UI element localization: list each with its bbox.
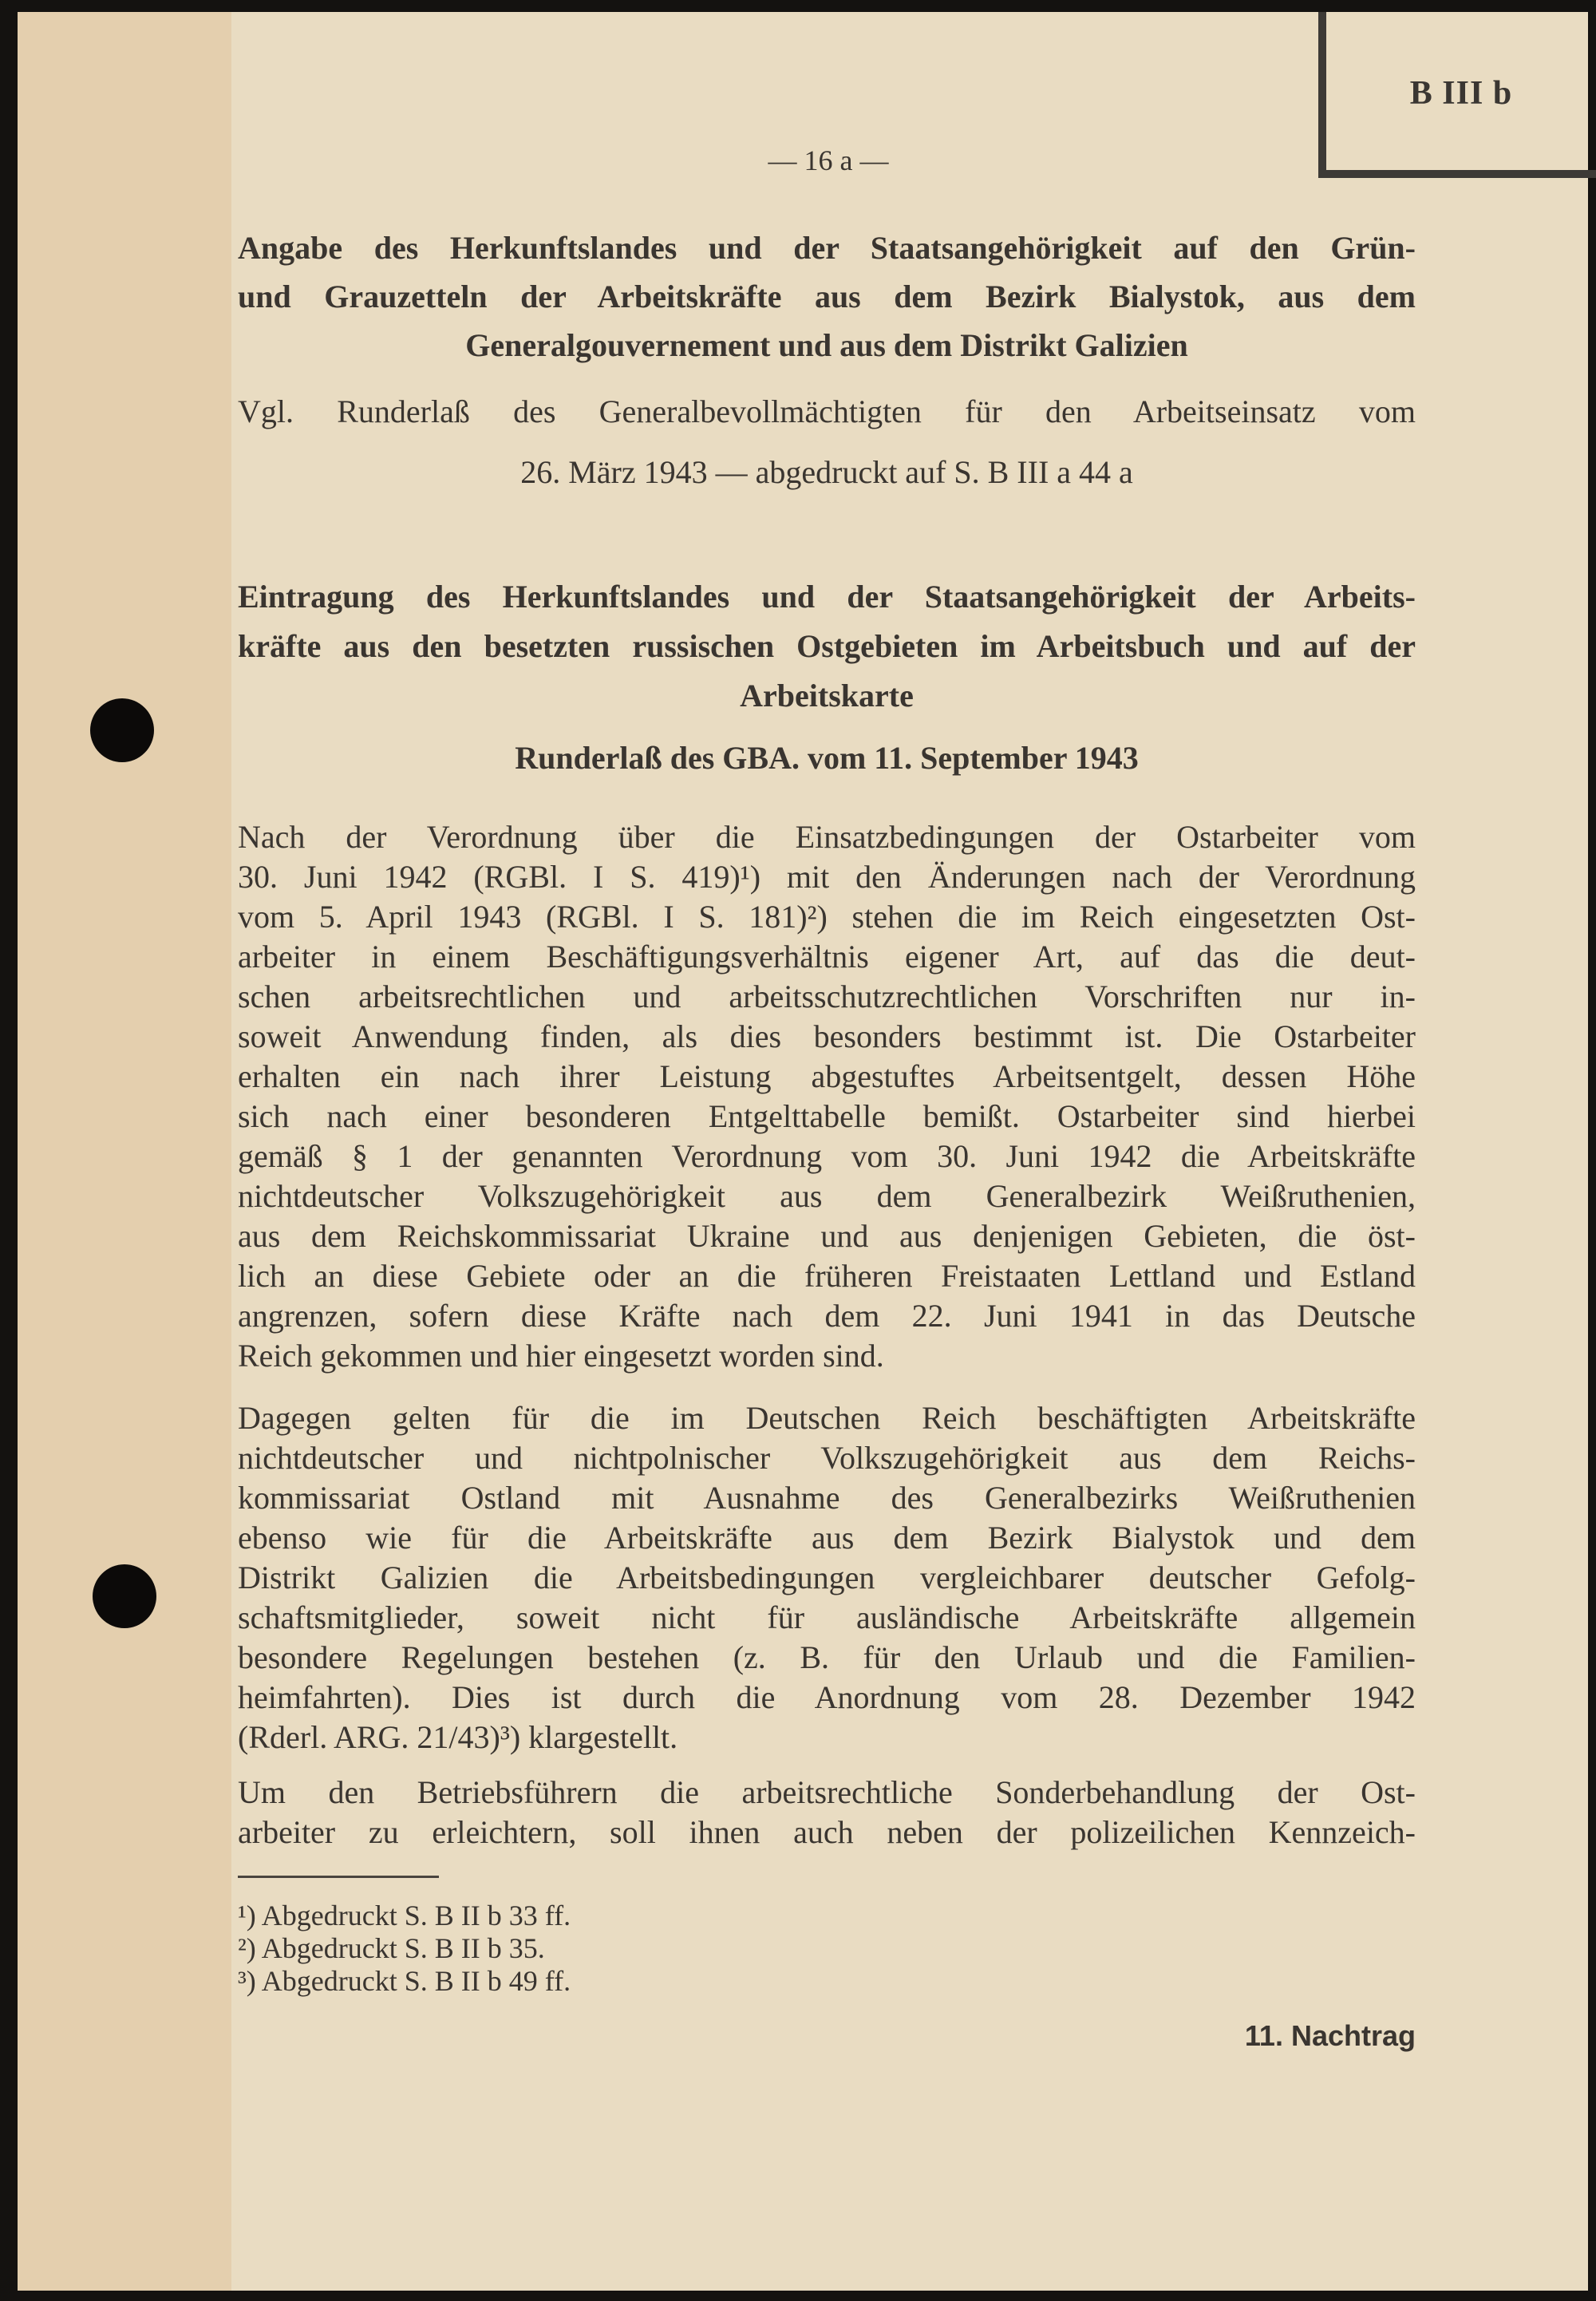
body-line: gemäß § 1 der genannten Verordnung vom 30. Juni 1942 die Arbeitskräfte [238, 1138, 1416, 1174]
heading-line: kräfte aus den besetzten russischen Ostgebieten im Arbeitsbuch und auf der [238, 628, 1416, 664]
punch-hole-bottom [93, 1564, 156, 1628]
body-line: kommissariat Ostland mit Ausnahme des Generalbezirks Weißruthenien [238, 1480, 1416, 1516]
section-tab-label: B III b [1409, 75, 1513, 112]
section2-heading [238, 572, 1416, 783]
heading-line: Generalgouvernement und aus dem Distrikt Galizien [465, 327, 1188, 363]
body-line: 30. Juni 1942 (RGBl. I S. 419)¹) mit den Änderungen nach der Verordnung [238, 859, 1416, 895]
paragraph-2 [238, 1398, 1416, 1757]
reference-line: 26. März 1943 — abgedruckt auf S. B III a 44 a [520, 454, 1133, 490]
body-line: nichtdeutscher und nichtpolnischer Volkszugehörigkeit aus dem Reichs- [238, 1440, 1416, 1476]
paragraph-3 [238, 1773, 1416, 1852]
body-line: Dagegen gelten für die im Deutschen Reich beschäftigten Arbeitskräfte [238, 1400, 1416, 1436]
body-line: (Rderl. ARG. 21/43)³) klargestellt. [238, 1719, 678, 1755]
supplement-label: 11. Nachtrag [1244, 2019, 1416, 2052]
heading-line: Eintragung des Herkunftslandes und der Staatsangehörigkeit der Arbeits- [238, 579, 1416, 615]
body-line: aus dem Reichskommissariat Ukraine und aus denjenigen Gebieten, die öst- [238, 1218, 1416, 1254]
reference-line: Vgl. Runderlaß des Generalbevollmächtigten für den Arbeitseinsatz vom [238, 393, 1416, 429]
body-line: lich an diese Gebiete oder an die früheren Freistaaten Lettland und Estland [238, 1258, 1416, 1294]
section2-subheading: Runderlaß des GBA. vom 11. September 1943 [515, 740, 1139, 776]
page-number: — 16 a — [768, 144, 889, 176]
body-line: angrenzen, sofern diese Kräfte nach dem 22. Juni 1941 in das Deutsche [238, 1298, 1416, 1334]
punch-hole-top [90, 698, 154, 762]
section1-reference [238, 382, 1416, 503]
body-line: Nach der Verordnung über die Einsatzbedingungen der Ostarbeiter vom [238, 819, 1416, 855]
body-line: Reich gekommen und hier eingesetzt worden sind. [238, 1338, 884, 1374]
body-line: besondere Regelungen bestehen (z. B. für den Urlaub und die Familien- [238, 1639, 1416, 1675]
body-line: vom 5. April 1943 (RGBl. I S. 181)²) stehen die im Reich eingesetzten Ost- [238, 899, 1416, 935]
body-line: ebenso wie für die Arbeitskräfte aus dem Bezirk Bialystok und dem [238, 1520, 1416, 1556]
footnote-divider [238, 1876, 439, 1878]
body-line: arbeiter in einem Beschäftigungsverhältnis eigener Art, auf das die deut- [238, 939, 1416, 975]
paragraph-1 [238, 817, 1416, 1376]
body-line: heimfahrten). Dies ist durch die Anordnung vom 28. Dezember 1942 [238, 1679, 1416, 1715]
body-line: erhalten ein nach ihrer Leistung abgestuftes Arbeitsentgelt, dessen Höhe [238, 1058, 1416, 1094]
footnotes [238, 1900, 1416, 1998]
footnote: ³) Abgedruckt S. B II b 49 ff. [238, 1965, 571, 1997]
heading-line: Angabe des Herkunftslandes und der Staatsangehörigkeit auf den Grün- [238, 230, 1416, 266]
body-line: nichtdeutscher Volkszugehörigkeit aus dem Generalbezirk Weißruthenien, [238, 1178, 1416, 1214]
heading-line: Arbeitskarte [740, 678, 914, 714]
paper-left-strip [18, 12, 231, 2291]
body-line: schaftsmitglieder, soweit nicht für ausländische Arbeitskräfte allgemein [238, 1599, 1416, 1635]
body-line: Distrikt Galizien die Arbeitsbedingungen vergleichbarer deutscher Gefolg- [238, 1560, 1416, 1595]
footnote: ²) Abgedruckt S. B II b 35. [238, 1932, 545, 1964]
heading-line: und Grauzetteln der Arbeitskräfte aus dem Bezirk Bialystok, aus dem [238, 279, 1416, 314]
footnote: ¹) Abgedruckt S. B II b 33 ff. [238, 1900, 571, 1931]
body-line: Um den Betriebsführern die arbeitsrechtliche Sonderbehandlung der Ost- [238, 1774, 1416, 1810]
body-line: sich nach einer besonderen Entgelttabelle bemißt. Ostarbeiter sind hierbei [238, 1098, 1416, 1134]
body-line: soweit Anwendung finden, als dies besonders bestimmt ist. Die Ostarbeiter [238, 1018, 1416, 1054]
section1-heading [238, 223, 1416, 370]
body-line: schen arbeitsrechtlichen und arbeitsschutzrechtlichen Vorschriften nur in- [238, 979, 1416, 1014]
body-line: arbeiter zu erleichtern, soll ihnen auch neben der polizeilichen Kennzeich- [238, 1814, 1416, 1850]
